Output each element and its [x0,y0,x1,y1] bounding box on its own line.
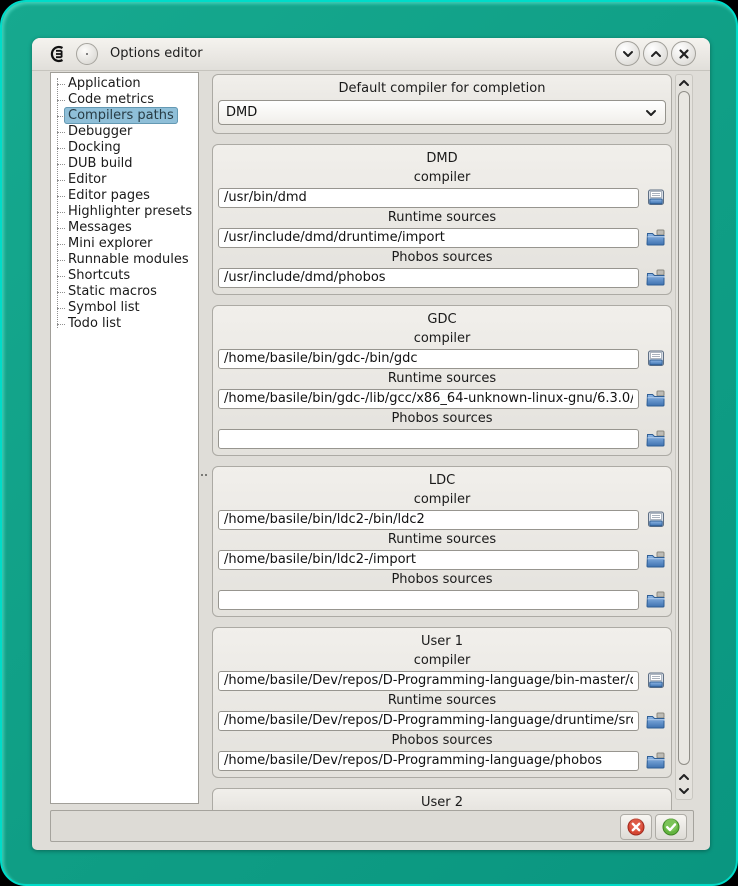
field-row [218,549,666,570]
sidebar-item-application[interactable] [51,76,198,92]
folder-icon[interactable] [646,712,666,729]
selected-compiler-value: DMD [226,105,258,120]
scroll-down-icon[interactable] [678,785,690,797]
sidebar-item-label: Shortcuts [68,268,131,283]
close-button[interactable] [671,41,696,66]
sidebar-item-label: Editor pages [68,188,150,203]
ldc-group [212,466,672,617]
sidebar-item-label: Static macros [68,284,157,299]
sidebar-item-todo-list[interactable] [51,316,198,332]
sidebar-item-mini-explorer[interactable] [51,236,198,252]
folder-icon[interactable] [646,551,666,568]
field-label: Runtime sources [387,210,497,225]
scroll-up-icon[interactable] [678,771,690,783]
field-row [218,509,666,530]
field-label: Phobos sources [391,733,493,748]
file-open-icon[interactable] [646,672,666,689]
dmd-phobos-sources-input[interactable] [218,268,639,288]
field-row [218,267,666,288]
sidebar-item-symbol-list[interactable] [51,300,198,316]
dmd-runtime-sources-input[interactable] [218,228,639,248]
x-icon [678,48,690,60]
folder-icon[interactable] [646,752,666,769]
group-title: User 2 [420,795,464,810]
folder-icon[interactable] [646,269,666,286]
shade-button[interactable] [615,41,640,66]
sidebar-item-docking[interactable] [51,140,198,156]
gdc-group [212,305,672,456]
sidebar-item-label: Compilers paths [64,107,178,124]
sidebar-item-label: Symbol list [68,300,140,315]
file-open-icon[interactable] [646,350,666,367]
field-label: Runtime sources [387,532,497,547]
cancel-button[interactable] [620,814,652,840]
window-menu-button[interactable] [76,43,98,65]
ldc-phobos-sources-input[interactable] [218,590,639,610]
sidebar-item-editor-pages[interactable] [51,188,198,204]
field-row [218,227,666,248]
field-label: Phobos sources [391,411,493,426]
splitter-handle[interactable] [199,72,209,804]
sidebar-item-label: Code metrics [68,92,155,107]
group-title: LDC [428,473,456,488]
compilers-paths-panel [209,72,693,810]
user1-group [212,627,672,778]
sidebar-item-code-metrics[interactable] [51,92,198,108]
group-title: User 1 [420,634,464,649]
user1-phobos-sources-input[interactable] [218,751,639,771]
sidebar-item-label: Runnable modules [68,252,189,267]
coedit-logo-icon [48,45,66,63]
sidebar-item-dub-build[interactable] [51,156,198,172]
sidebar-item-static-macros[interactable] [51,284,198,300]
sidebar-item-label: Docking [68,140,121,155]
gdc-runtime-sources-input[interactable] [218,389,639,409]
field-row [218,710,666,731]
options-editor-window [32,38,710,850]
user1-compiler-input[interactable] [218,671,639,691]
sidebar-item-editor[interactable] [51,172,198,188]
file-open-icon[interactable] [646,189,666,206]
sidebar-item-shortcuts[interactable] [51,268,198,284]
dmd-group [212,144,672,295]
folder-icon[interactable] [646,430,666,447]
chevron-up-icon [650,50,662,58]
accept-button[interactable] [655,814,687,840]
sidebar-item-label: Todo list [68,316,122,331]
chevron-down-icon [645,109,657,117]
sidebar-item-label: Highlighter presets [68,204,193,219]
field-label: Runtime sources [387,693,497,708]
red-x-circle-icon [627,818,645,836]
dmd-compiler-input[interactable] [218,188,639,208]
scrollbar-thumb[interactable] [678,91,690,765]
ldc-runtime-sources-input[interactable] [218,550,639,570]
field-row [218,388,666,409]
green-check-circle-icon [662,818,680,836]
field-row [218,589,666,610]
field-label: compiler [413,331,471,346]
ldc-compiler-input[interactable] [218,510,639,530]
folder-icon[interactable] [646,591,666,608]
file-open-icon[interactable] [646,511,666,528]
gdc-phobos-sources-input[interactable] [218,429,639,449]
sidebar-item-label: Messages [68,220,132,235]
default-compiler-group [212,74,672,134]
sidebar-item-messages[interactable] [51,220,198,236]
group-title: DMD [426,151,458,166]
field-label: compiler [413,653,471,668]
folder-icon[interactable] [646,229,666,246]
field-row [218,670,666,691]
sidebar-item-label: Editor [68,172,107,187]
vertical-scrollbar[interactable] [675,74,693,800]
field-label: compiler [413,170,471,185]
sidebar-item-runnable-modules[interactable] [51,252,198,268]
group-title: GDC [427,312,457,327]
field-label: Runtime sources [387,371,497,386]
field-label: Phobos sources [391,572,493,587]
sidebar-item-label: Mini explorer [68,236,153,251]
chevron-down-icon [622,50,634,58]
sidebar-item-compilers-paths[interactable] [51,108,198,124]
sidebar-item-highlighter-presets[interactable] [51,204,198,220]
field-row [218,348,666,369]
gdc-compiler-input[interactable] [218,349,639,369]
sidebar-item-debugger[interactable] [51,124,198,140]
scroll-content [212,74,672,810]
window-title: Options editor [110,46,203,61]
default-compiler-select[interactable] [218,100,666,125]
field-row [218,750,666,771]
folder-icon[interactable] [646,390,666,407]
sidebar-item-label: Debugger [68,124,133,139]
sidebar-item-label: DUB build [68,156,133,171]
field-label: compiler [413,492,471,507]
titlebar[interactable] [32,38,710,71]
footer-bar [50,810,694,842]
unshade-button[interactable] [643,41,668,66]
user1-runtime-sources-input[interactable] [218,711,639,731]
field-label: Phobos sources [391,250,493,265]
field-row [218,428,666,449]
group-title: Default compiler for completion [338,81,546,96]
categories-list[interactable] [50,72,199,804]
categories-tree [51,73,198,332]
sidebar-item-label: Application [68,76,141,91]
field-row [218,187,666,208]
scroll-up-icon[interactable] [678,77,690,89]
